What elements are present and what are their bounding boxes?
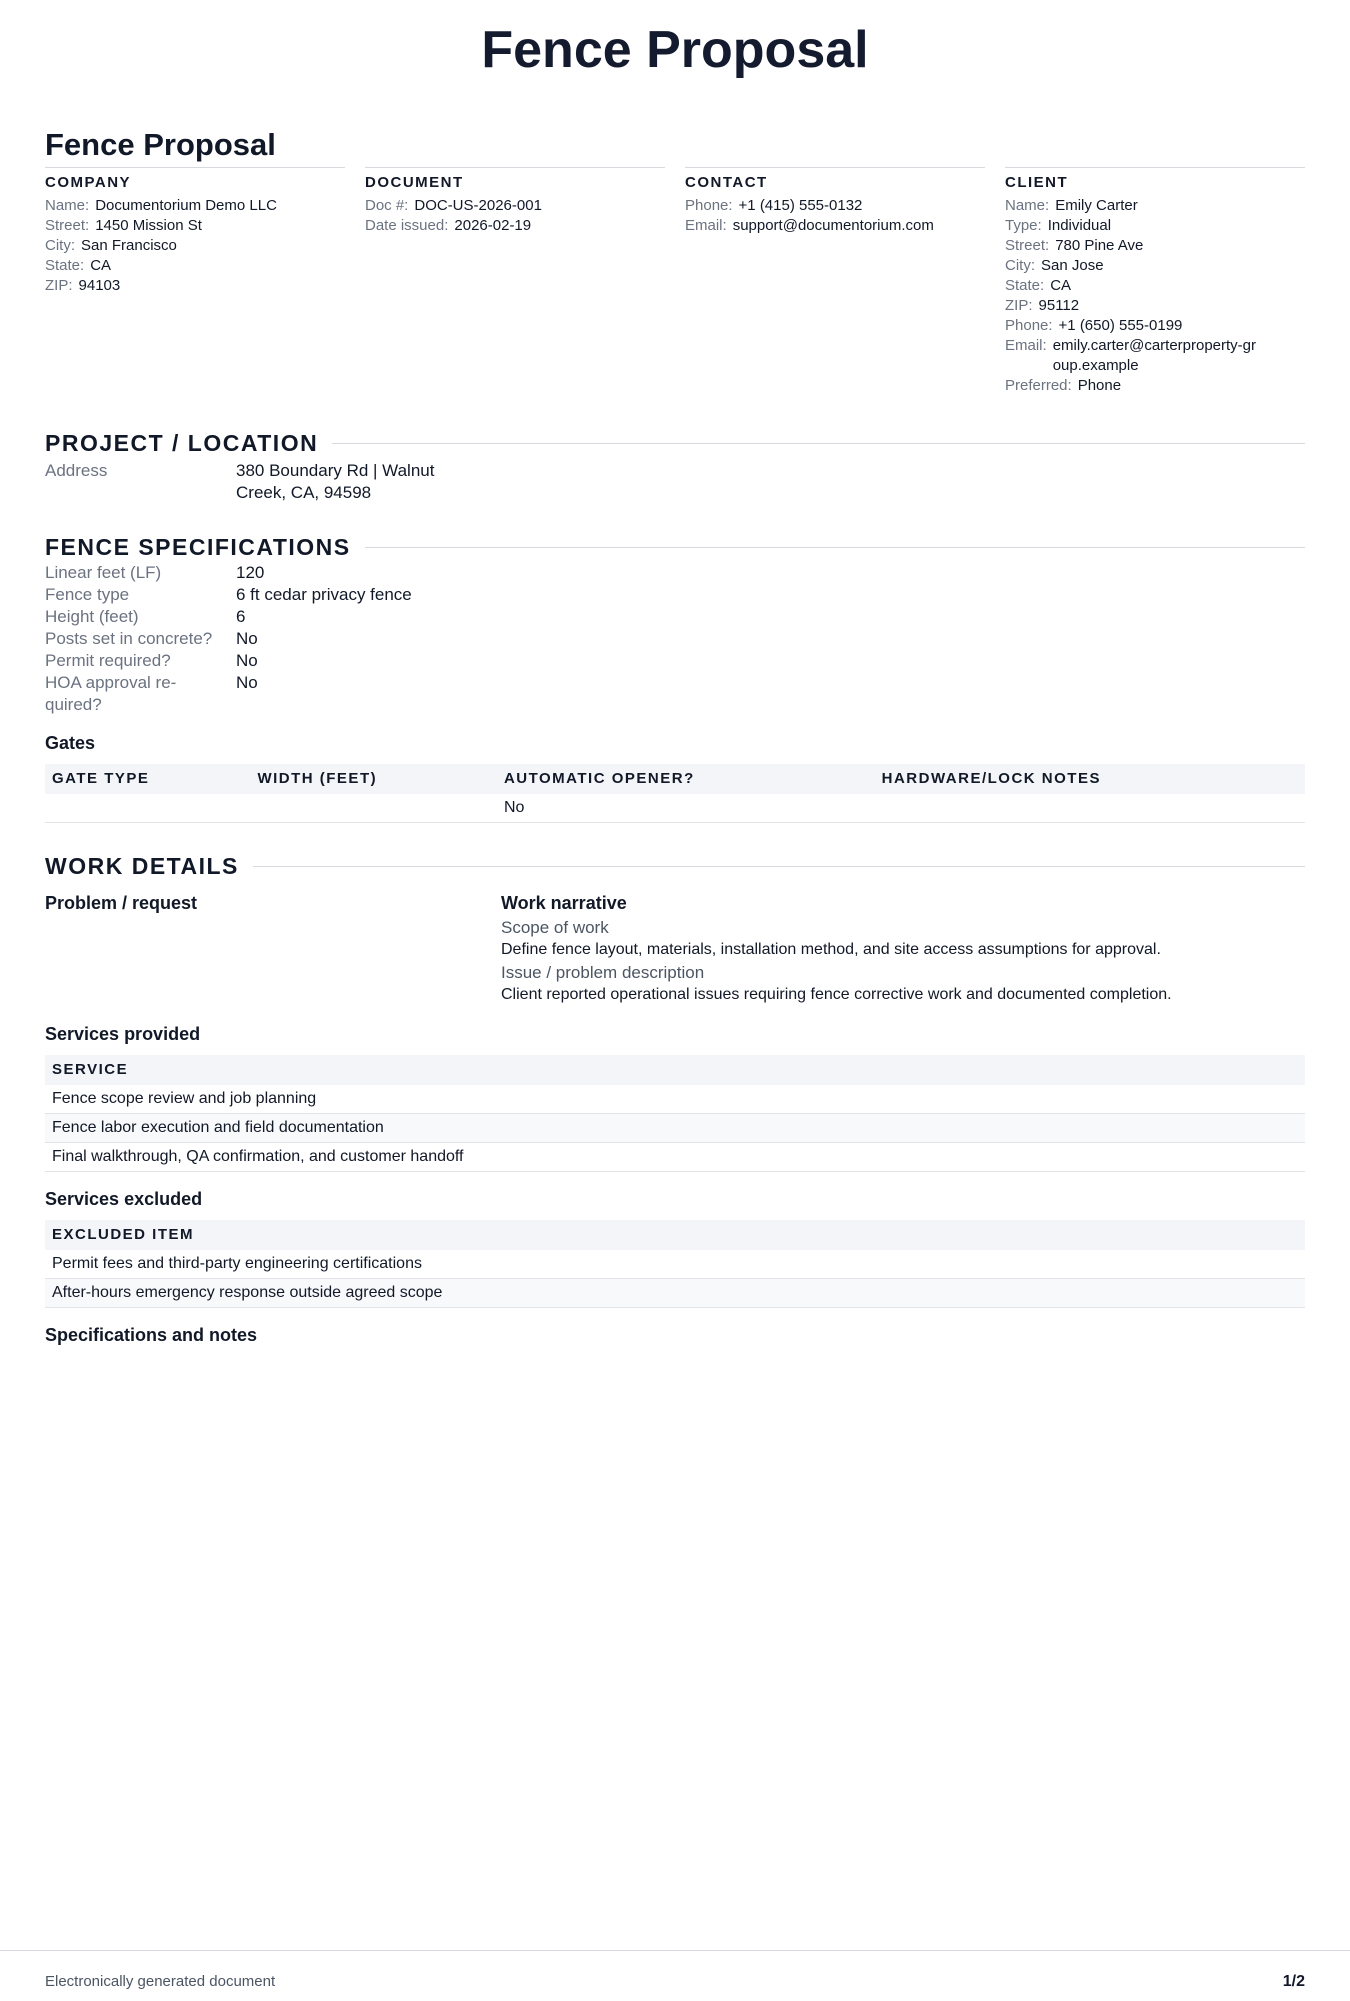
field-label: ZIP: [45, 277, 73, 294]
client-street: 780 Pine Ave [1055, 237, 1144, 254]
issue-text: Client reported operational issues requiring fence corrective work and documented completion. [501, 986, 1172, 1003]
client-preferred-row [1005, 376, 1305, 396]
table-row [45, 1250, 1305, 1279]
excluded-table [45, 1220, 1305, 1308]
client-city: San Jose [1041, 257, 1104, 274]
company-name-row [45, 196, 345, 216]
project-section-header [45, 428, 1305, 458]
client-heading: CLIENT [1005, 174, 1069, 191]
document-title: Fence Proposal [481, 21, 869, 79]
address-line-1: 380 Boundary Rd | Walnut [236, 461, 435, 480]
excluded-body [45, 1250, 1305, 1308]
gates-column-header: AUTOMATIC OPENER? [497, 764, 875, 794]
services-body [45, 1085, 1305, 1172]
spec-value: 120 [236, 563, 265, 582]
field-label: Email: [1005, 337, 1047, 354]
contact-phone: +1 (415) 555-0132 [738, 197, 863, 214]
field-label: Doc #: [365, 197, 409, 214]
table-cell: Permit fees and third-party engineering certifications [45, 1250, 1305, 1279]
scope-label: Scope of work [501, 918, 609, 937]
field-label: Name: [1005, 197, 1050, 214]
company-state: CA [90, 257, 112, 274]
client-preferred: Phone [1077, 377, 1122, 394]
spec-row [45, 672, 1305, 716]
page-number: 1/2 [1282, 1973, 1305, 1990]
project-address-row [45, 460, 1305, 504]
specs-list [45, 562, 1305, 716]
client-state: CA [1050, 277, 1072, 294]
spec-value: No [236, 629, 258, 648]
notes-heading: Specifications and notes [45, 1325, 258, 1345]
footer-note: Electronically generated document [45, 1973, 276, 1990]
spec-label [45, 672, 236, 716]
work-section-header [45, 851, 1305, 881]
address-label: Address [45, 461, 108, 480]
client-zip-row [1005, 296, 1305, 316]
client-street-row [1005, 236, 1305, 256]
company-street: 1450 Mission St [95, 217, 202, 234]
client-name-row [1005, 196, 1305, 216]
field-label: State: [45, 257, 85, 274]
project-address [236, 460, 434, 504]
problem-label: Problem / request [45, 893, 198, 913]
document-page [45, 0, 1305, 2000]
party-info-grid [45, 167, 1305, 396]
page-footer [0, 1950, 1350, 2001]
scope-text: Define fence layout, materials, installation method, and site access assumptions for approval. [501, 941, 1161, 958]
client-email-row [1005, 336, 1305, 376]
field-label: Phone: [685, 197, 733, 214]
table-row [45, 1279, 1305, 1308]
spec-value: 6 ft cedar privacy fence [236, 585, 412, 604]
spec-label: Fence type [45, 585, 130, 604]
gates-heading: Gates [45, 733, 96, 753]
field-label: Preferred: [1005, 377, 1072, 394]
table-cell: Fence scope review and job planning [45, 1085, 1305, 1114]
table-cell: No [497, 794, 875, 823]
document-heading: DOCUMENT [365, 174, 464, 191]
client-phone-row [1005, 316, 1305, 336]
field-label: ZIP: [1005, 297, 1033, 314]
excluded-heading: Services excluded [45, 1189, 203, 1209]
spec-label: Permit required? [45, 651, 171, 670]
company-name: Documentorium Demo LLC [95, 197, 277, 214]
table-cell: Final walkthrough, QA confirmation, and customer handoff [45, 1143, 1305, 1172]
spec-row [45, 606, 1305, 628]
spec-value: No [236, 651, 258, 670]
project-heading: PROJECT / LOCATION [45, 430, 319, 456]
client-type: Individual [1047, 217, 1112, 234]
gates-header-row [45, 764, 1305, 794]
table-cell: After-hours emergency response outside agreed scope [45, 1279, 1305, 1308]
company-zip: 94103 [78, 277, 121, 294]
gates-column-header: WIDTH (FEET) [250, 764, 497, 794]
services-column-header: SERVICE [45, 1055, 1305, 1085]
client-city-row [1005, 256, 1305, 276]
date-issued-row [365, 216, 665, 236]
excluded-column-header: EXCLUDED ITEM [45, 1220, 1305, 1250]
client-phone: +1 (650) 555-0199 [1058, 317, 1183, 334]
company-city: San Francisco [81, 237, 177, 254]
client-block [1005, 167, 1305, 396]
field-label: City: [45, 237, 75, 254]
document-subtitle: Fence Proposal [45, 127, 276, 162]
spec-label: Linear feet (LF) [45, 563, 162, 582]
date-issued: 2026-02-19 [454, 217, 532, 234]
doc-number: DOC-US-2026-001 [414, 197, 542, 214]
spec-value: No [236, 673, 258, 692]
gates-column-header: GATE TYPE [45, 764, 250, 794]
client-zip: 95112 [1038, 297, 1080, 314]
section-divider [332, 443, 1305, 444]
problem-column [45, 891, 501, 1005]
narrative-label: Work narrative [501, 893, 627, 913]
spec-row [45, 650, 1305, 672]
company-block [45, 167, 345, 396]
work-details [45, 891, 1305, 1005]
document-block [365, 167, 665, 396]
table-cell: Fence labor execution and field documentation [45, 1114, 1305, 1143]
spec-row [45, 628, 1305, 650]
contact-email: support@documentorium.com [732, 217, 934, 234]
client-state-row [1005, 276, 1305, 296]
company-street-row [45, 216, 345, 236]
work-heading: WORK DETAILS [45, 853, 239, 879]
doc-number-row [365, 196, 665, 216]
table-row [45, 1143, 1305, 1172]
client-name: Emily Carter [1055, 197, 1138, 214]
field-label: Name: [45, 197, 90, 214]
narrative-column [501, 891, 1305, 1005]
specs-heading: FENCE SPECIFICATIONS [45, 534, 351, 560]
spec-label: Posts set in concrete? [45, 629, 213, 648]
table-row [45, 1114, 1305, 1143]
services-table [45, 1055, 1305, 1172]
client-type-row [1005, 216, 1305, 236]
field-label: Email: [685, 217, 727, 234]
spec-label: Height (feet) [45, 607, 139, 626]
specs-section-header [45, 532, 1305, 562]
spec-label-part: quired? [45, 695, 102, 714]
table-cell [250, 794, 497, 823]
contact-heading: CONTACT [685, 174, 768, 191]
spec-row [45, 584, 1305, 606]
client-email: emily.carter@carterproperty-group.example [1052, 337, 1257, 374]
company-heading: COMPANY [45, 174, 132, 191]
field-label: Phone: [1005, 317, 1053, 334]
field-label: Street: [1005, 237, 1050, 254]
company-state-row [45, 256, 345, 276]
field-label: Date issued: [365, 217, 449, 234]
section-divider [365, 547, 1305, 548]
table-row [45, 794, 1305, 823]
field-label: Street: [45, 217, 90, 234]
table-cell [875, 794, 1305, 823]
contact-phone-row [685, 196, 985, 216]
contact-block [685, 167, 985, 396]
field-label: City: [1005, 257, 1035, 274]
section-divider [253, 866, 1305, 867]
issue-label: Issue / problem description [501, 963, 705, 982]
gates-column-header: HARDWARE/LOCK NOTES [875, 764, 1305, 794]
gates-body [45, 794, 1305, 823]
spec-row [45, 562, 1305, 584]
company-city-row [45, 236, 345, 256]
field-label: Type: [1005, 217, 1042, 234]
table-cell [45, 794, 250, 823]
spec-label-part: HOA approval re- [45, 673, 177, 692]
services-heading: Services provided [45, 1024, 201, 1044]
field-label: State: [1005, 277, 1045, 294]
gates-table [45, 764, 1305, 823]
contact-email-row [685, 216, 985, 236]
address-line-2: Creek, CA, 94598 [236, 483, 372, 502]
company-zip-row [45, 276, 345, 296]
spec-value: 6 [236, 607, 246, 626]
table-row [45, 1085, 1305, 1114]
